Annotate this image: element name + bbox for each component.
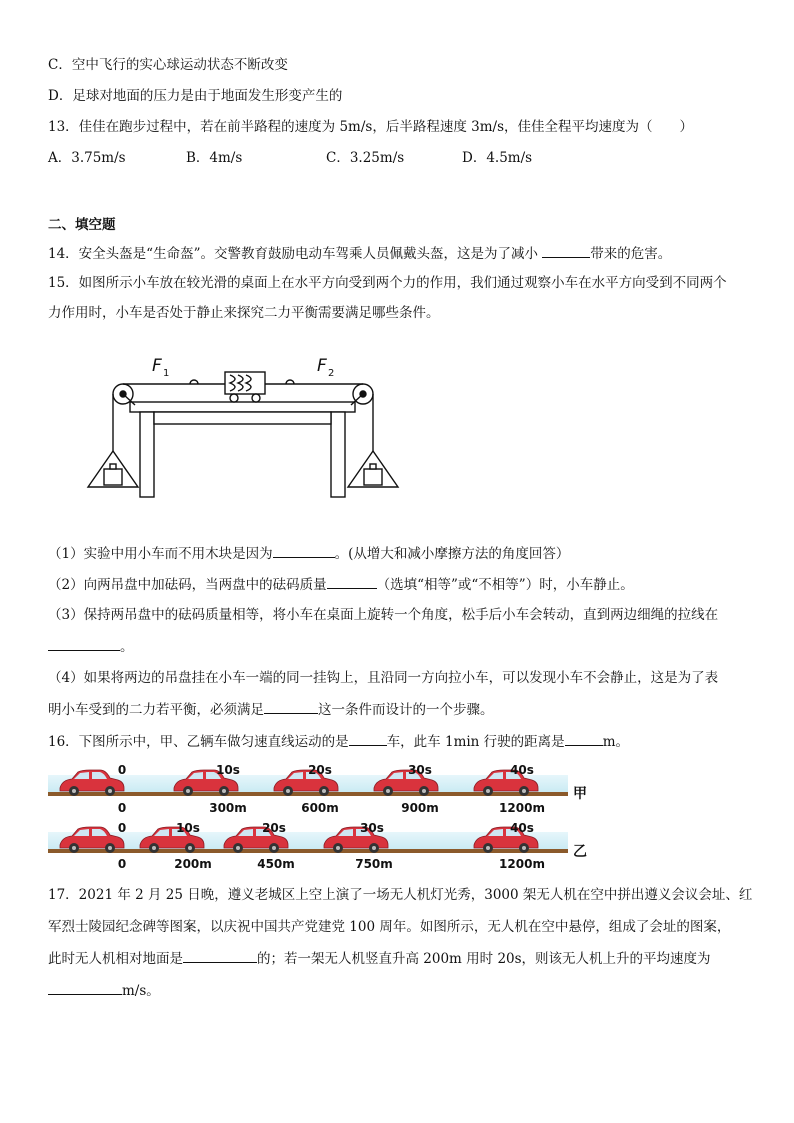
force-f2-subscript: 2 — [328, 368, 335, 379]
car-a-time-label: 0 — [117, 763, 127, 777]
q16-mid: 车，此车 1min 行驶的距离是 — [386, 734, 565, 750]
q15-sub2-blank — [327, 574, 377, 589]
car-b-distance-label: 1200m — [499, 857, 545, 871]
car-a-time-label: 20s — [308, 763, 332, 777]
q15-sub4-blank — [264, 699, 318, 714]
q17-line2: 军烈士陵园纪念碑等图案，以庆祝中国共产党建党 100 周年。如图所示，无人机在空中悬停，组成了会址的图案， — [48, 919, 731, 935]
q17-line3 — [48, 948, 711, 969]
q15-line1: 15．如图所示小车放在较光滑的桌面上在水平方向受到两个力的作用，我们通过观察小车在水平方向受到不同两个 — [48, 275, 727, 291]
car-b-distance-label: 450m — [257, 857, 295, 871]
q15-sub1-pre: （1）实验中用小车而不用木块是因为 — [48, 546, 273, 562]
q15-sub2-post: （选填“相等”或“不相等”）时，小车静止。 — [376, 577, 634, 593]
q16-text — [48, 731, 629, 752]
car-b-time-label: 30s — [360, 821, 384, 835]
car-a-distance-label: 0 — [117, 801, 127, 815]
force-f2-label: F — [317, 356, 327, 376]
q15-sub3-line2 — [48, 636, 134, 657]
q16-figure — [48, 762, 608, 874]
q16-blank-car — [349, 731, 387, 746]
q15-sub4-post: 这一条件而设计的一个步骤。 — [318, 702, 494, 718]
car-b-time-label: 10s — [176, 821, 200, 835]
car-a-label: 甲 — [573, 786, 587, 802]
q15-sub3-line1: （3）保持两吊盘中的砝码质量相等，将小车在桌面上旋转一个角度，松手后小车会转动，直到两边细绳的拉线在 — [48, 607, 719, 623]
q16-blank-distance — [565, 731, 603, 746]
q16-post: m。 — [602, 734, 629, 750]
car-a-time-label: 40s — [510, 763, 534, 777]
q13-option-a: A．3.75m/s — [48, 150, 126, 166]
car-a-time-label: 30s — [408, 763, 432, 777]
q15-sub1 — [48, 543, 569, 564]
car-a-distance-label: 600m — [301, 801, 339, 815]
force-f1-label: F — [152, 356, 162, 376]
car-b-time-label: 0 — [117, 821, 127, 835]
car-a-distance-label: 1200m — [499, 801, 545, 815]
q17-line3-pre: 此时无人机相对地面是 — [48, 951, 183, 967]
q15-line2: 力作用时，小车是否处于静止来探究二力平衡需要满足哪些条件。 — [48, 305, 440, 321]
car-b-time-label: 20s — [262, 821, 286, 835]
q17-line4 — [48, 980, 160, 1001]
q15-sub3-blank — [48, 636, 120, 651]
q17-blank-speed — [48, 980, 122, 995]
q15-sub4-pre: 明小车受到的二力若平衡，必须满足 — [48, 702, 264, 718]
q14-post: 带来的危害。 — [590, 246, 672, 262]
q15-sub2 — [48, 574, 634, 595]
q12-option-d: D．足球对地面的压力是由于地面发生形变产生的 — [48, 88, 343, 104]
q14-text — [48, 243, 671, 264]
q16-pre: 16．下图所示中，甲、乙辆车做匀速直线运动的是 — [48, 734, 349, 750]
q13-option-b: B．4m/s — [186, 150, 243, 166]
table-leg-left — [140, 412, 154, 497]
force-f1-subscript: 1 — [163, 368, 170, 379]
q15-sub4-line2 — [48, 699, 494, 720]
q15-sub2-pre: （2）向两吊盘中加砝码，当两盘中的砝码质量 — [48, 577, 327, 593]
table-leg-right — [331, 412, 345, 497]
q13-option-d: D．4.5m/s — [462, 150, 533, 166]
q13-stem: 13．佳佳在跑步过程中，若在前半路程的速度为 5m/s，后半路程速度 3m/s，佳佳全程平均速度为（ ） — [48, 119, 693, 135]
q17-line4-post: m/s。 — [122, 983, 160, 999]
q17-line3-post: 的；若一架无人机竖直升高 200m 用时 20s，则该无人机上升的平均速度为 — [257, 951, 711, 967]
q14-blank — [542, 243, 590, 258]
car-a-distance-label: 300m — [209, 801, 247, 815]
car-b-time-label: 40s — [510, 821, 534, 835]
car-a-time-label: 10s — [216, 763, 240, 777]
q12-option-c: C．空中飞行的实心球运动状态不断改变 — [48, 57, 288, 73]
q13-option-c: C．3.25m/s — [326, 150, 405, 166]
car-b-distance-label: 200m — [174, 857, 212, 871]
car-b-label: 乙 — [573, 844, 587, 860]
car-b-distance-label: 750m — [355, 857, 393, 871]
q14-pre: 14．安全头盔是“生命盔”。交警教育鼓励电动车驾乘人员佩戴头盔，这是为了减小 — [48, 246, 543, 262]
table-top — [130, 402, 355, 412]
q17-line1: 17．2021 年 2 月 25 日晚，遵义老城区上空上演了一场无人机灯光秀，3000 架无人机在空中拼出遵义会议会址、红 — [48, 887, 753, 903]
car-b-distance-label: 0 — [117, 857, 127, 871]
section-title: 二、填空题 — [48, 217, 116, 233]
q15-figure — [80, 345, 410, 500]
table-crossbar — [154, 412, 331, 424]
car-a-distance-label: 900m — [401, 801, 439, 815]
q15-sub4-line1: （4）如果将两边的吊盘挂在小车一端的同一挂钩上，且沿同一方向拉小车，可以发现小车不会静止，这是为了表 — [48, 670, 719, 686]
q15-sub3-end: 。 — [120, 639, 134, 655]
q17-blank-reference — [183, 948, 257, 963]
q15-sub1-blank — [273, 543, 335, 558]
q15-sub1-post: 。(从增大和减小摩擦方法的角度回答） — [334, 546, 570, 562]
